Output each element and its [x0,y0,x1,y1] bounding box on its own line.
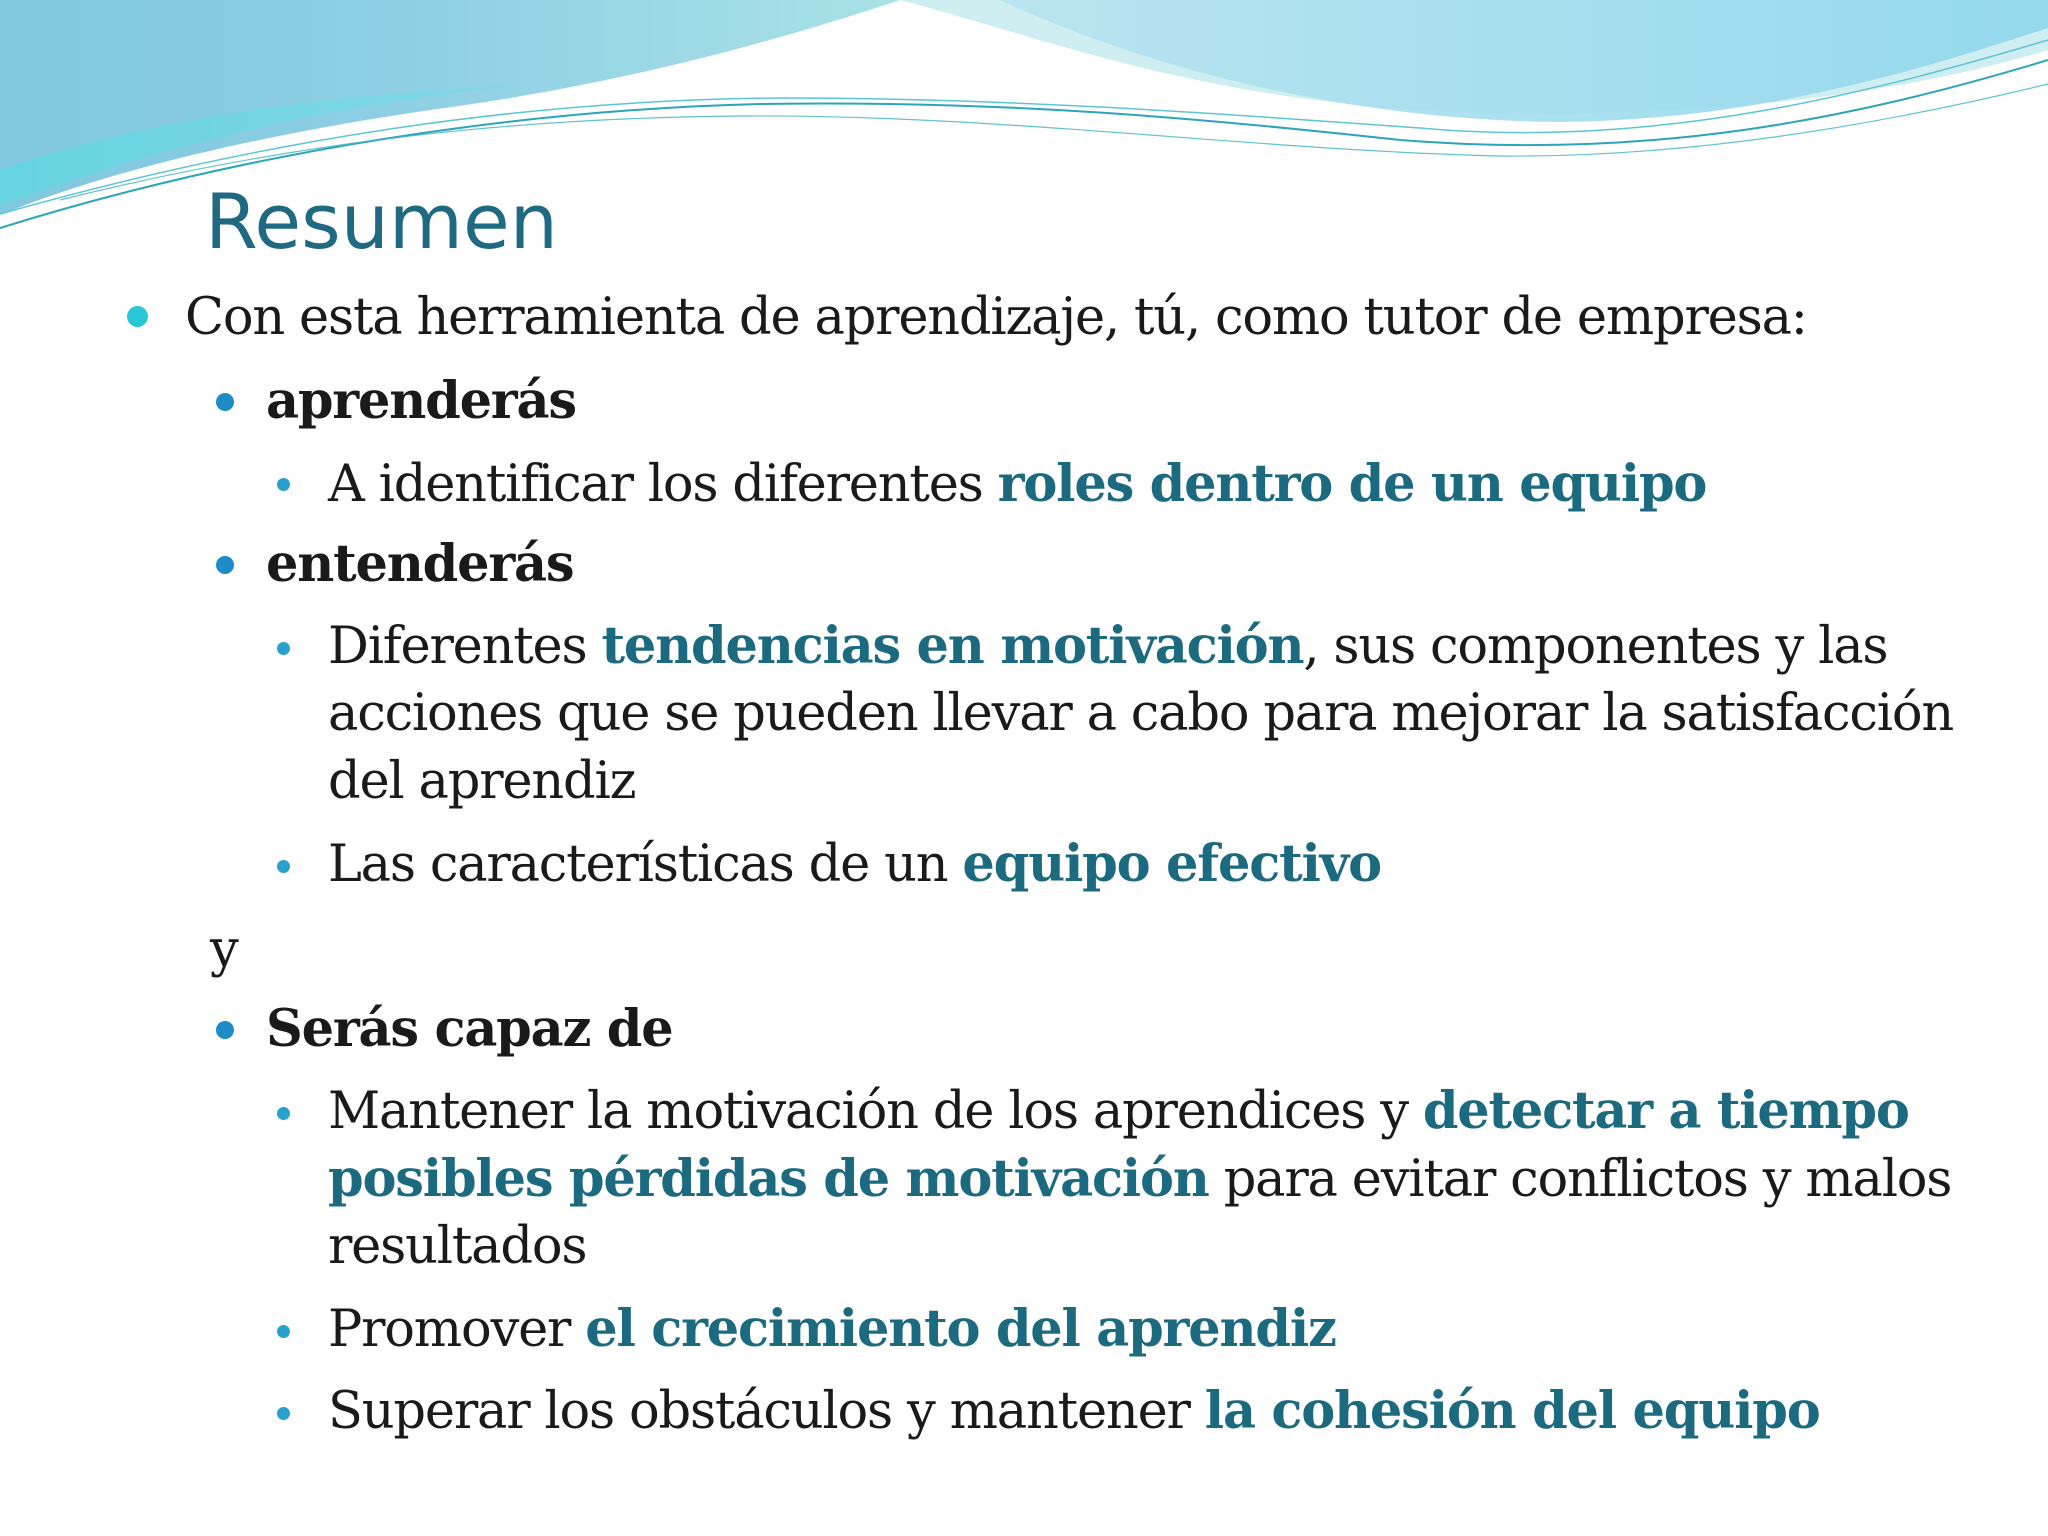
bullet-level2-icon [216,1021,234,1039]
section-heading-seras-capaz: Serás capaz de [266,999,673,1059]
list-item: Las características de un equipo efectivo [328,834,1381,894]
bullet-level1-icon [127,306,148,327]
list-item-continuation: del aprendiz [328,752,636,811]
list-item: A identificar los diferentes roles dentro de un equipo [328,454,1707,514]
bullet-level2-icon [216,556,234,574]
bullet-level3-icon [277,860,290,873]
list-item-continuation: acciones que se pueden llevar a cabo para mejorar la satisfacción [328,684,1953,743]
intro-text: Con esta herramienta de aprendizaje, tú, como tutor de empresa: [185,288,1807,347]
list-item: Diferentes tendencias en motivación, sus componentes y las [328,616,1888,676]
section-heading-aprenderas: aprenderás [266,371,576,431]
section-heading-entenderas: entenderás [266,534,574,594]
list-item: Promover el crecimiento del aprendiz [328,1299,1336,1359]
bullet-level3-icon [277,1325,290,1338]
list-item-continuation: resultados [328,1217,587,1276]
list-item: Superar los obstáculos y mantener la cohesión del equipo [328,1381,1820,1441]
connector-text: y [210,920,239,979]
bullet-level3-icon [277,1407,290,1420]
bullet-level2-icon [216,393,234,411]
bullet-level3-icon [277,478,290,491]
list-item: Mantener la motivación de los aprendices y detectar a tiempo [328,1081,1909,1141]
bullet-level3-icon [277,642,290,655]
list-item-continuation: posibles pérdidas de motivación para evitar conflictos y malos [328,1149,1952,1209]
bullet-level3-icon [277,1107,290,1120]
slide-title: Resumen [205,177,558,266]
